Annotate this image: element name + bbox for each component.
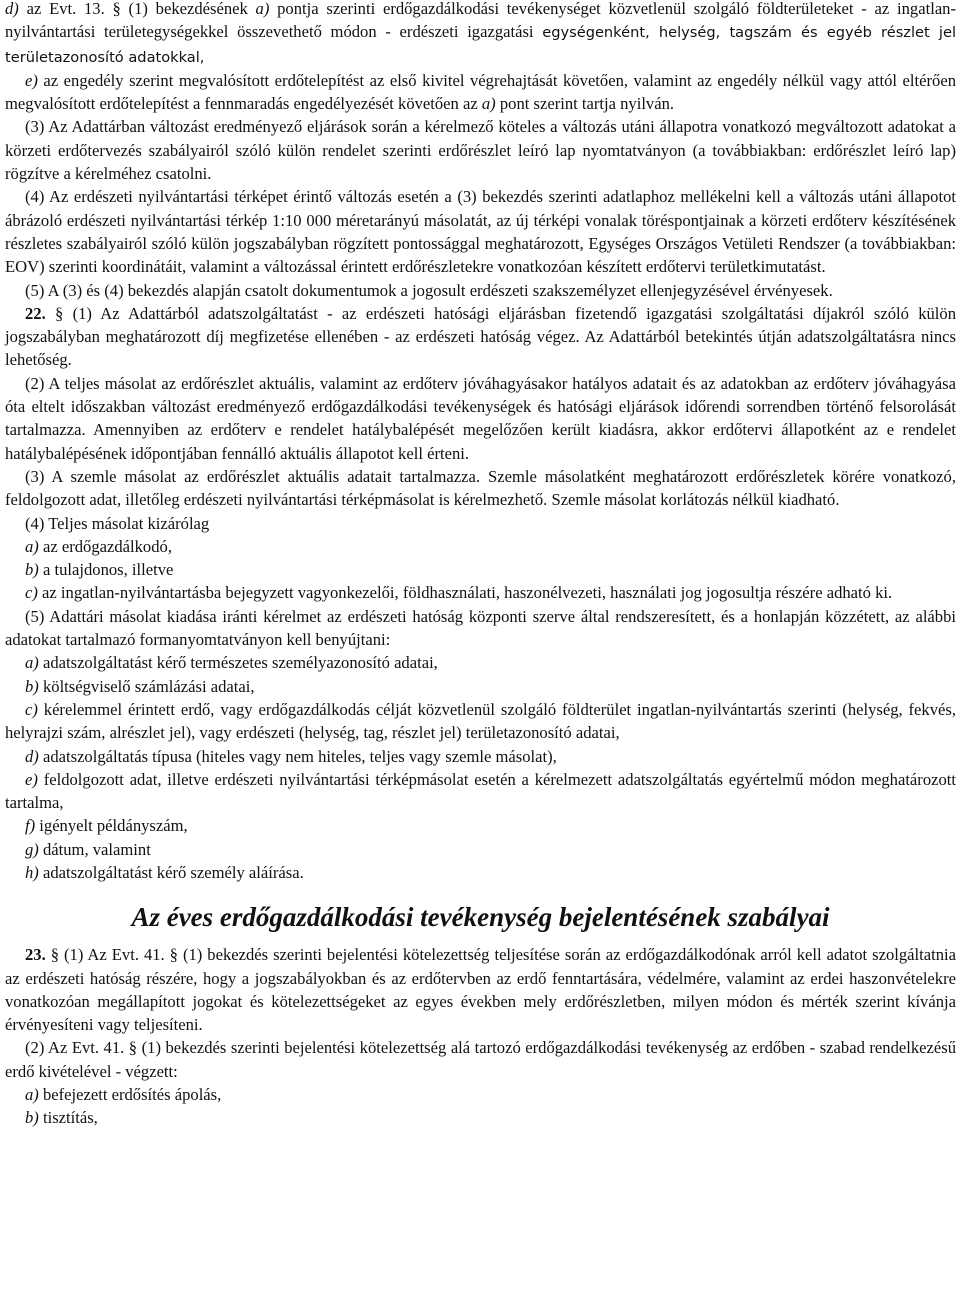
- section-22-paragraph-4: (4) Teljes másolat kizárólag: [25, 513, 210, 533]
- list-item-label: f): [25, 816, 36, 836]
- list-item-text: az erdőgazdálkodó,: [38, 536, 172, 556]
- e-text-1: az engedély szerint megvalósított erdőtelepítést az első kivitel végrehajtását követően, valamint az engedély nélkül vagy attól eltérően megvalósított erdőtelepítést a fennmaradás engedélyezését követően az: [5, 70, 956, 114]
- list-item-text: adatszolgáltatást kérő személy aláírása.: [38, 862, 304, 882]
- d-text-1: az Evt. 13. § (1) bekezdésének: [18, 0, 256, 18]
- list-item-label: g): [25, 839, 39, 859]
- list-item: [5, 768, 956, 815]
- list-item-label: a): [25, 536, 39, 556]
- item-label-e: e): [25, 70, 38, 90]
- section-23-paragraph-1: [5, 943, 956, 1036]
- list-item: [5, 1106, 956, 1129]
- section-heading: Az éves erdőgazdálkodási tevékenység bejelentésének szabályai: [131, 902, 830, 933]
- list-item-label: b): [25, 676, 39, 696]
- section-23-p1-text: § (1) Az Evt. 41. § (1) bekezdés szerinti bejelentési kötelezettség teljesítése során az erdőgazdálkodónak arról kell adatot szolgáltatnia az erdészeti hatóság részére, hogy a jogszabályokban és az erdőtervben az erdő fenntartására, védelmére, valamint az erdei haszonvételekre vonatkozóan megállapított jogokat és kötelezettségeket az egyes években mely erdőrészletben, milyen módon és mérték szerint kívánja érvényesíteni vagy teljesíteni.: [5, 945, 956, 1035]
- list-item: [5, 675, 956, 698]
- item-label-d: d): [5, 0, 19, 18]
- list-item: [5, 558, 956, 581]
- list-item: [5, 1083, 956, 1106]
- e-text-2: pont szerint tartja nyilván.: [495, 94, 675, 114]
- list-item: [5, 814, 956, 837]
- list-item-label: d): [25, 746, 39, 766]
- list-item-label: a): [25, 1085, 39, 1105]
- section-22-paragraph-5: (5) Adattári másolat kiadása iránti kérelmet az erdészeti hatóság központi szerve által rendszeresített, és a honlapján közzétett, az alábbi adatokat tartalmazó formanyomtatványon kell benyújtani:: [5, 606, 956, 650]
- section-22-paragraph-1: [5, 302, 956, 372]
- list-item-text: dátum, valamint: [38, 839, 151, 859]
- list-item: [5, 651, 956, 674]
- list-item-text: tisztítás,: [38, 1108, 98, 1128]
- list-item-label: b): [25, 560, 39, 580]
- list-item: [5, 581, 956, 604]
- list-item-label: h): [25, 862, 39, 882]
- list-item-text: feldolgozott adat, illetve erdészeti nyilvántartási térképmásolat esetén a kérelmezett adatszolgáltatás egyértelmű módon meghatározott tartalma,: [5, 769, 956, 813]
- list-item-label: c): [25, 699, 38, 719]
- d-text-2: pontja szerinti erdőgazdálkodási tevékenységet közvetlenül szolgáló földterületeket - az ingatlan-nyilvántartási területegységekkel összevethető módon - erdészeti igazgatási: [5, 0, 957, 42]
- section-22-paragraph-2: (2) A teljes másolat az erdőrészlet aktuális, valamint az erdőterv jóváhagyásakor hatályos adatait és az adatokban az erdőterv jóváhagyása óta eltelt időszakban változást eredményező erdőgazdálkodási tevékenységek és hatósági eljárások időrendi sorrendben történő felsorolását tartalmazza. Amennyiben az erdőterv e rendelet hatálybalépését megelőzően került kiadásra, akkor erdőtervi állapotként az e rendelet hatálybalépésének időpontjában fennálló aktuális állapotot kell érteni.: [5, 373, 956, 463]
- list-item-label: e): [25, 769, 38, 789]
- list-item-label: b): [25, 1108, 39, 1128]
- list-item-text: igényelt példányszám,: [35, 816, 188, 836]
- list-item-text: költségviselő számlázási adatai,: [38, 676, 255, 696]
- list-item-text: adatszolgáltatást kérő természetes személyazonosító adatai,: [38, 653, 438, 673]
- section-23-number: 23.: [25, 945, 46, 965]
- d-text-3: egységenként, helység, tagszám és egyéb részlet jel területazonosító adatokkal,: [5, 24, 956, 66]
- list-item-text: befejezett erdősítés ápolás,: [38, 1085, 222, 1105]
- paragraph-d: [5, 0, 956, 69]
- section-22-paragraph-3: (3) A szemle másolat az erdőrészlet aktuális adatait tartalmazza. Szemle másolatként meghatározott erdőrészletek körére vonatkozó, feldolgozott adat, illetőleg erdészeti nyilvántartási térképmásolat is kérelmezhető. Szemle másolat korlátozás nélkül kiadható.: [5, 466, 956, 510]
- section-22-p1-text: § (1) Az Adattárból adatszolgáltatást - az erdészeti hatósági eljárásban fizetendő igazgatási szolgáltatási díjakról szóló külön jogszabályban meghatározott díj megfizetése ellenében - az erdészeti hatóság végez. Az Adattárból betekintés útján adatszolgáltatásra nincs lehetőség.: [5, 303, 956, 370]
- list-item-text: adatszolgáltatás típusa (hiteles vagy nem hiteles, teljes vagy szemle másolat),: [38, 746, 557, 766]
- list-item: [5, 698, 956, 745]
- d-ref-a: a): [255, 0, 270, 18]
- section-23-paragraph-2: (2) Az Evt. 41. § (1) bekezdés szerinti bejelentési kötelezettség alá tartozó erdőgazdálkodási tevékenység az erdőben - szabad rendelkezésű erdő kivételével - végzett:: [5, 1038, 956, 1081]
- list-item-label: a): [25, 653, 39, 673]
- paragraph-21-3: (3) Az Adattárban változást eredményező eljárások során a kérelmező köteles a változás utáni állapotra vonatkozó megváltozott adatokat a körzeti erdőtervezés szabályairól szóló külön rendelet szerinti erdőrészlet leíró lap nyomtatványon (a továbbiakban: erdőrészlet leíró lap) rögzítve a kérelméhez csatolni.: [5, 117, 956, 184]
- list-item: [5, 535, 956, 558]
- paragraph-21-5: (5) A (3) és (4) bekezdés alapján csatolt dokumentumok a jogosult erdészeti szakszemélyzet ellenjegyzésével érvényesek.: [25, 280, 833, 300]
- list-item-text: kérelemmel érintett erdő, vagy erdőgazdálkodás célját közvetlenül szolgáló földterület ingatlan-nyilvántartás szerinti (helység, fekvés, helyrajzi szám, alrészlet jel), vagy erdészeti (helység, tag, részlet jel) területazonosító adatai,: [5, 699, 956, 743]
- list-item: [5, 861, 956, 884]
- paragraph-21-4: (4) Az erdészeti nyilvántartási térképet érintő változás esetén a (3) bekezdés szerinti adatlaphoz mellékelni kell a változás utáni állapotot ábrázoló erdészeti nyilvántartási térkép 1:10 000 méretarányú másolatát, az új térképi vonalak töréspontjainak a körzeti erdőterv készítésének részletes szabályairól szóló külön jogszabályban rögzített pontossággal meghatározott, Egységes Országos Vetületi Rendszer (a továbbiakban: EOV) szerinti koordinátáit, valamint a változással érintett erdőrészletekre vonatkozóan készített erdőtervi területkimutatást.: [5, 187, 956, 277]
- list-item: [5, 838, 956, 861]
- section-22-number: 22.: [25, 303, 46, 323]
- list-item-text: az ingatlan-nyilvántartásba bejegyzett vagyonkezelői, földhasználati, haszonélvezeti, használati jog jogosultja részére adható ki.: [37, 583, 893, 603]
- list-item: [5, 745, 956, 768]
- list-item-label: c): [25, 583, 38, 603]
- list-item-text: a tulajdonos, illetve: [38, 560, 174, 580]
- paragraph-e: [5, 69, 956, 116]
- e-ref-a: a): [481, 94, 496, 114]
